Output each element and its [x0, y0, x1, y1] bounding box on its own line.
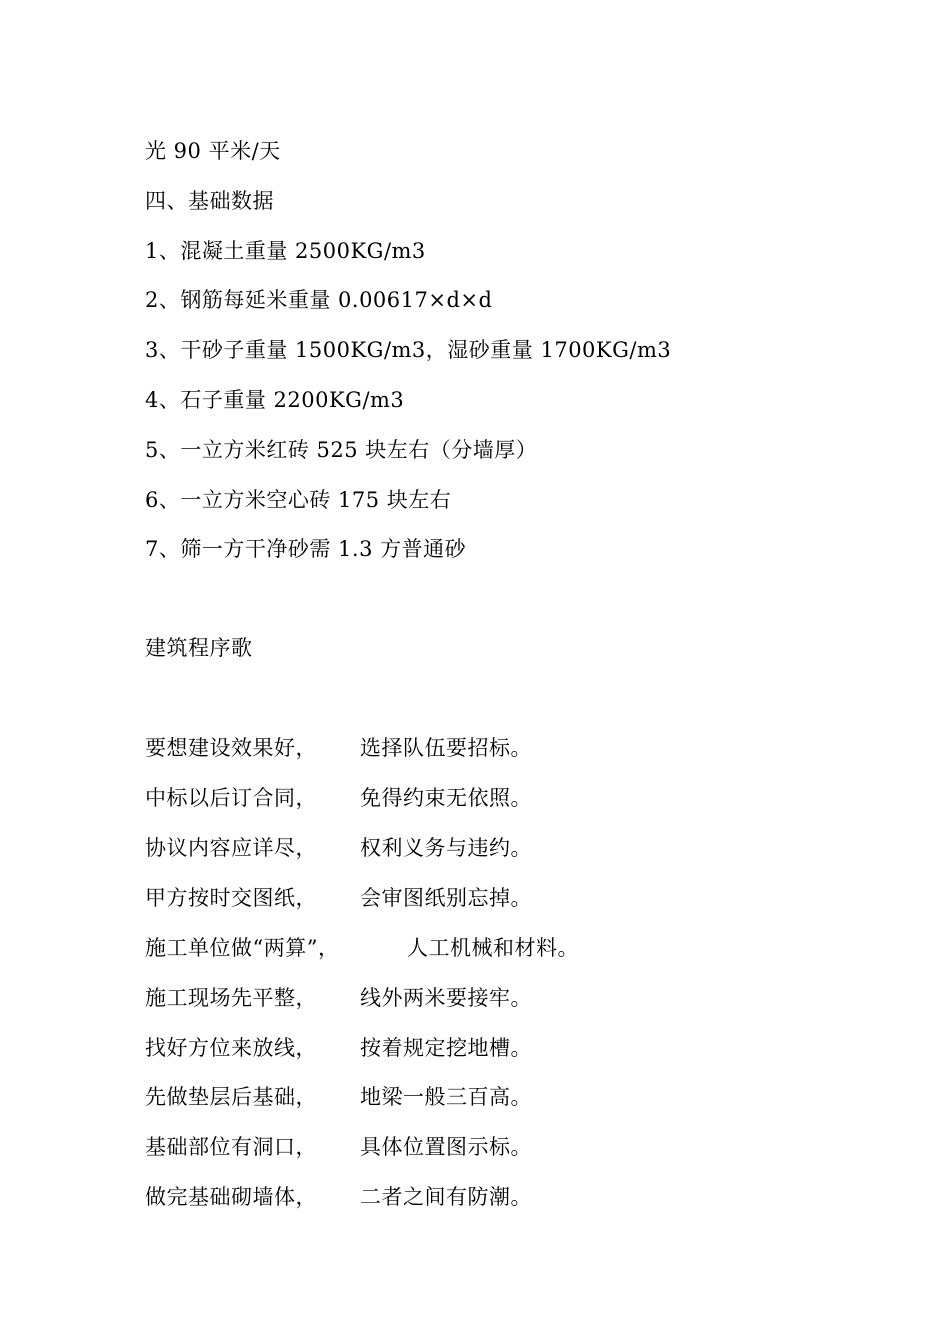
- song-line-second: 会审图纸别忘掉。: [360, 886, 532, 910]
- song-line-second: 权利义务与违约。: [360, 836, 532, 860]
- song-line-second: 具体位置图示标。: [360, 1135, 532, 1159]
- song-line-first: 协议内容应详尽，: [145, 836, 317, 860]
- data-item-7: 7、筛一方干净砂需 1.3 方普通砂: [145, 537, 467, 561]
- song-line-first: 中标以后订合同，: [145, 786, 317, 810]
- song-line-second: 免得约束无依照。: [360, 786, 532, 810]
- song-title: 建筑程序歌: [145, 636, 253, 660]
- song-line-second: 按着规定挖地槽。: [360, 1036, 532, 1060]
- song-line-first: 施工单位做“两算”，: [145, 936, 340, 960]
- top-line: 光 90 平米/天: [145, 139, 281, 163]
- song-line-first: 施工现场先平整，: [145, 986, 317, 1010]
- song-line-first: 找好方位来放线，: [145, 1036, 317, 1060]
- data-item-4: 4、石子重量 2200KG/m3: [145, 388, 405, 412]
- data-item-1: 1、混凝土重量 2500KG/m3: [145, 239, 426, 263]
- song-line-second: 二者之间有防潮。: [360, 1185, 532, 1209]
- song-line-first: 基础部位有洞口，: [145, 1135, 317, 1159]
- song-line-first: 做完基础砌墙体，: [145, 1185, 317, 1209]
- song-line-second: 线外两米要接牢。: [360, 986, 532, 1010]
- song-line-second: 地梁一般三百高。: [360, 1085, 532, 1109]
- data-item-2: 2、钢筋每延米重量 0.00617×d×d: [145, 288, 493, 312]
- song-line-first: 要想建设效果好，: [145, 736, 317, 760]
- data-item-6: 6、一立方米空心砖 175 块左右: [145, 488, 452, 512]
- section-heading: 四、基础数据: [145, 189, 274, 213]
- data-item-3: 3、干砂子重量 1500KG/m3，湿砂重量 1700KG/m3: [145, 338, 672, 362]
- data-item-5: 5、一立方米红砖 525 块左右（分墙厚）: [145, 438, 538, 462]
- song-line-second: 人工机械和材料。: [407, 936, 579, 960]
- song-line-first: 先做垫层后基础，: [145, 1085, 317, 1109]
- song-line-first: 甲方按时交图纸，: [145, 886, 317, 910]
- song-line-second: 选择队伍要招标。: [360, 736, 532, 760]
